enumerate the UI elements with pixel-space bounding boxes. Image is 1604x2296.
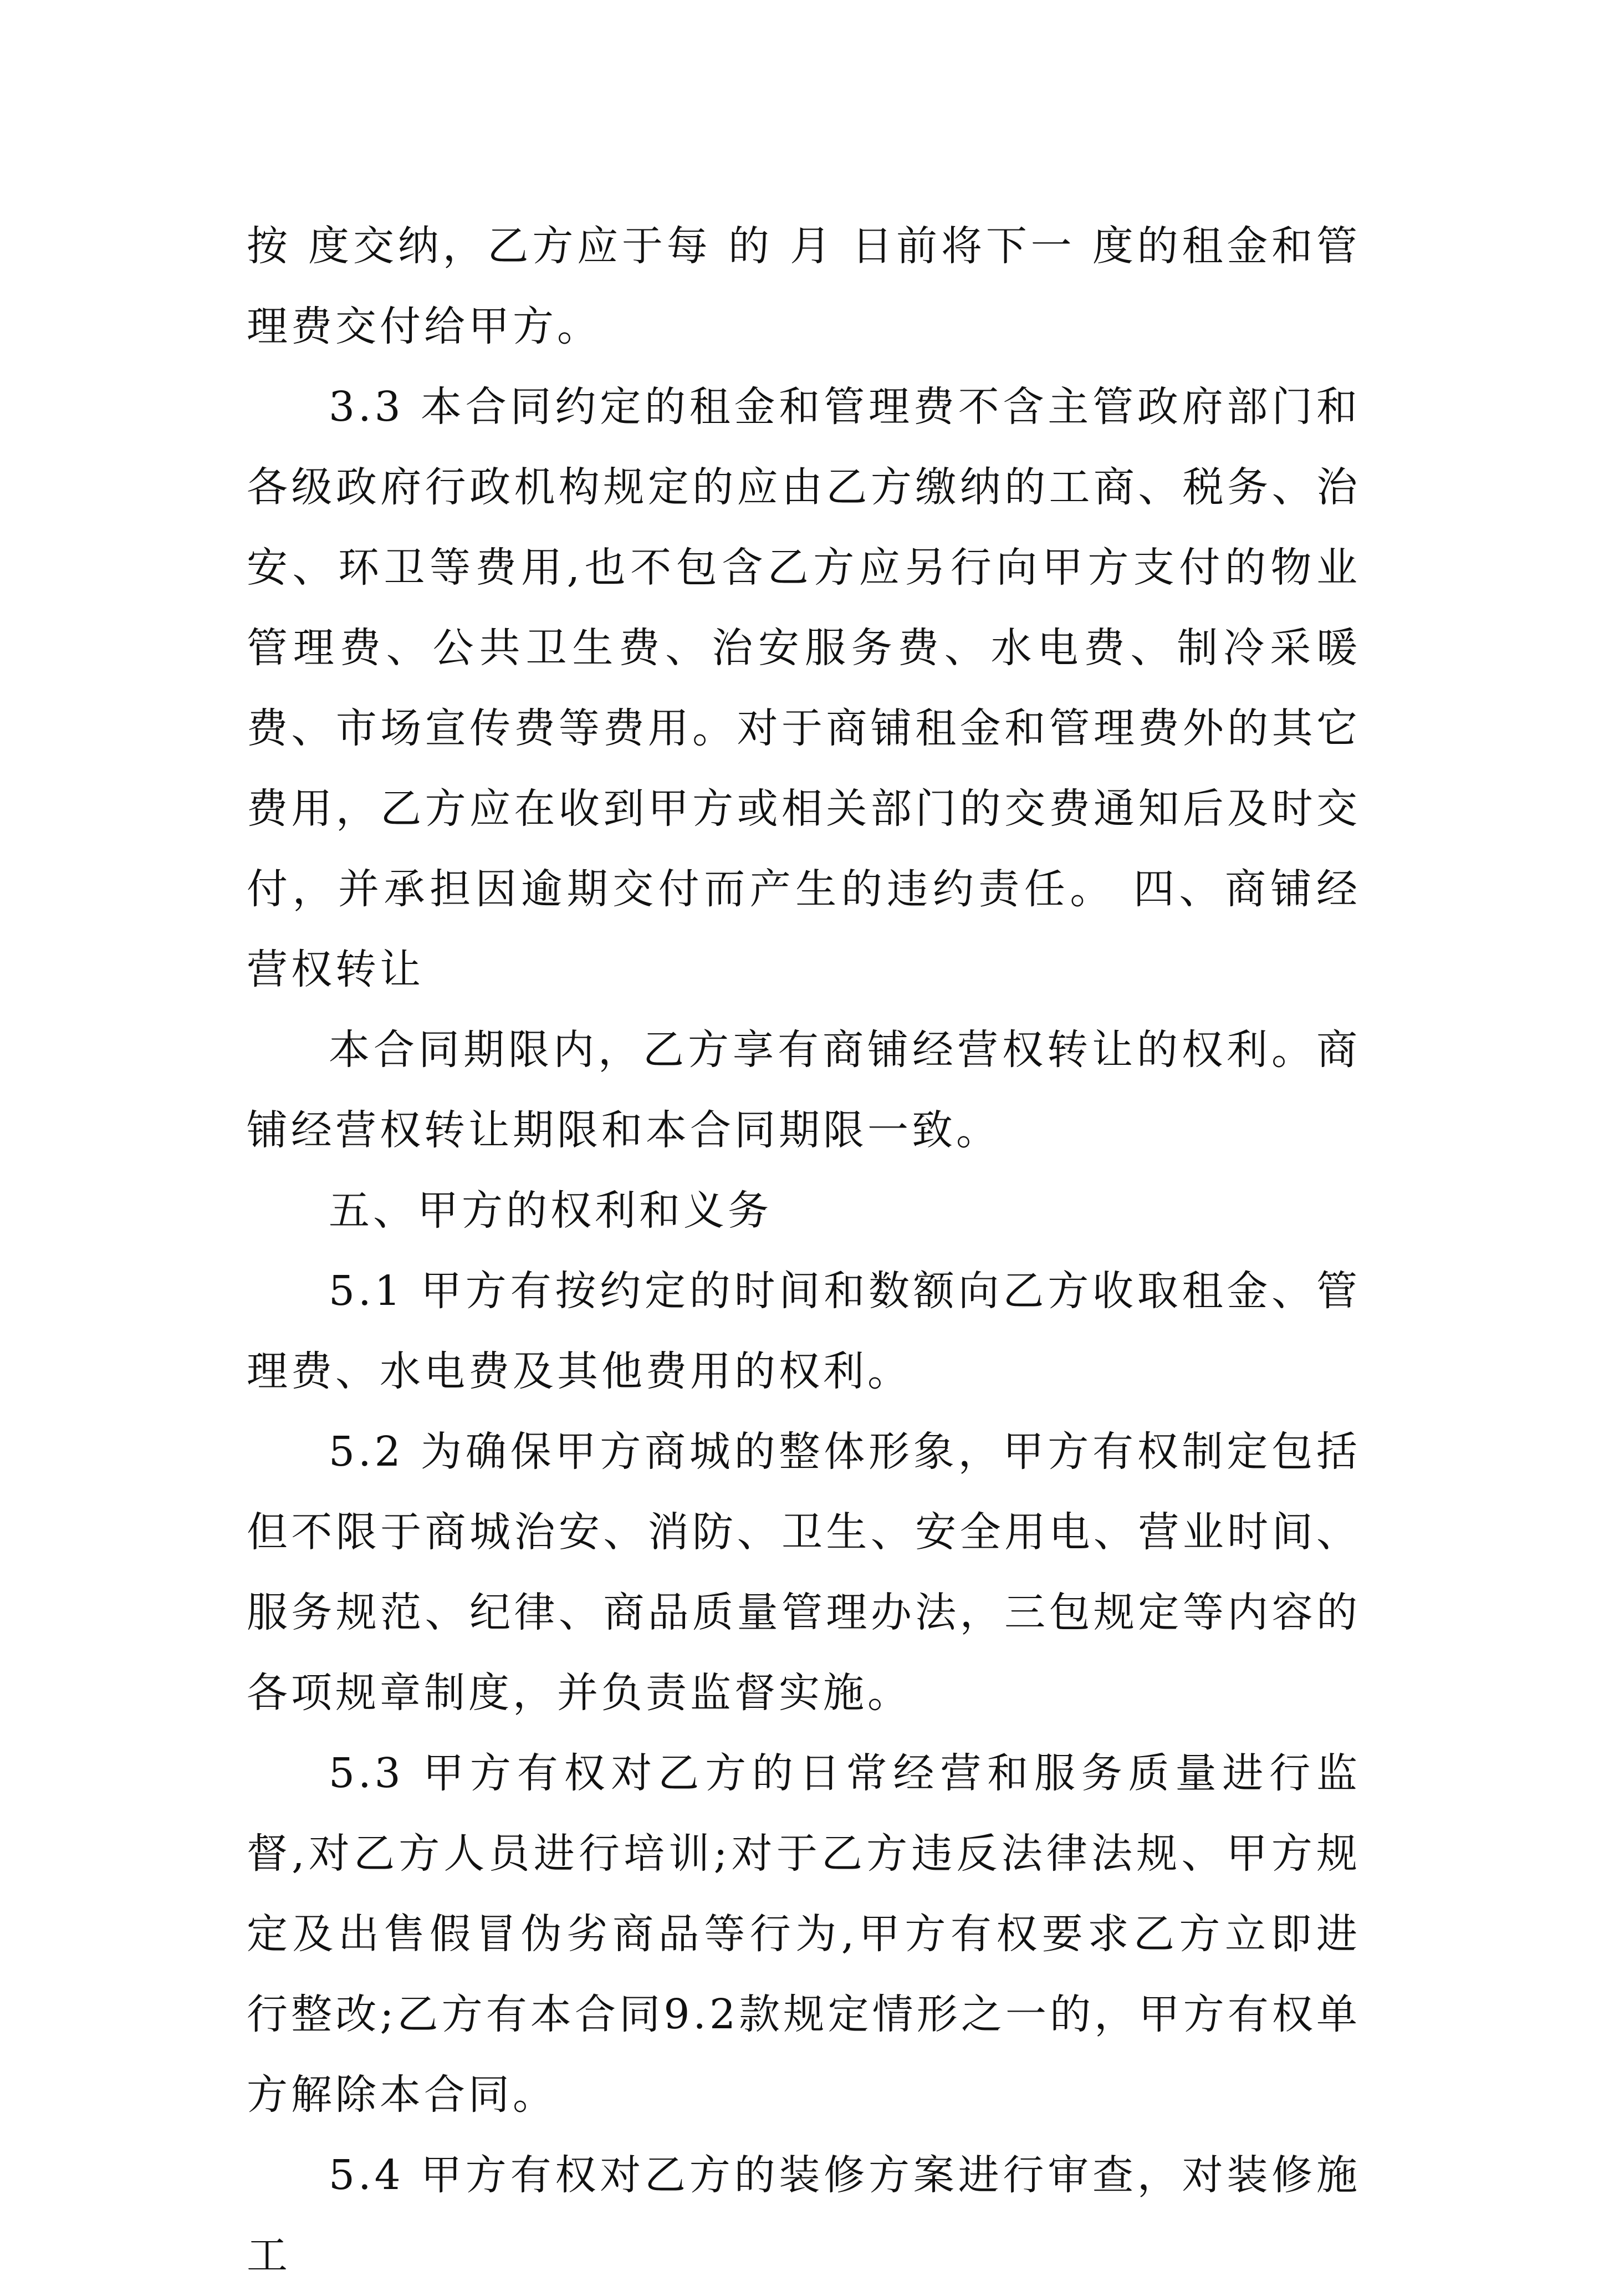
paragraph-5-1: 5.1 甲方有按约定的时间和数额向乙方收取租金、管理费、水电费及其他费用的权利。 bbox=[247, 1267, 1361, 1395]
paragraph-rent-payment: 按 度交纳，乙方应于每 的 月 日前将下一 度的租金和管理费交付给甲方。 bbox=[247, 222, 1361, 350]
paragraph-3-3: 3.3 本合同约定的租金和管理费不含主管政府部门和各级政府行政机构规定的应由乙方缴纳的工商、税务、治安、环卫等费用,也不包含乙方应另行向甲方支付的物业管理费、公共卫生费、治安服务费、水电费、制冷采暖费、市场宣传费等费用。对于商铺租金和管理费外的其它费用，乙方应在收到甲方或相关部门的交费通知后及时交付，并承担因逾期交付而产生的违约责任。 四、商铺经营权转让 bbox=[247, 383, 1361, 993]
section-heading-party-a: 五、甲方的权利和义务 bbox=[329, 1187, 772, 1234]
paragraph-5-4: 5.4 甲方有权对乙方的装修方案进行审查，对装修施工 bbox=[247, 2151, 1361, 2279]
document-body bbox=[247, 206, 1361, 2296]
paragraph-5-3: 5.3 甲方有权对乙方的日常经营和服务质量进行监督,对乙方人员进行培训;对于乙方违反法律法规、甲方规定及出售假冒伪劣商品等行为,甲方有权要求乙方立即进行整改;乙方有本合同9.2款规定情形之一的，甲方有权单方解除本合同。 bbox=[247, 1749, 1361, 2119]
paragraph-transfer-right: 本合同期限内，乙方享有商铺经营权转让的权利。商铺经营权转让期限和本合同期限一致。 bbox=[247, 1026, 1361, 1154]
paragraph-5-2: 5.2 为确保甲方商城的整体形象，甲方有权制定包括但不限于商城治安、消防、卫生、安全用电、营业时间、服务规范、纪律、商品质量管理办法，三包规定等内容的各项规章制度，并负责监督实施。 bbox=[247, 1428, 1361, 1717]
